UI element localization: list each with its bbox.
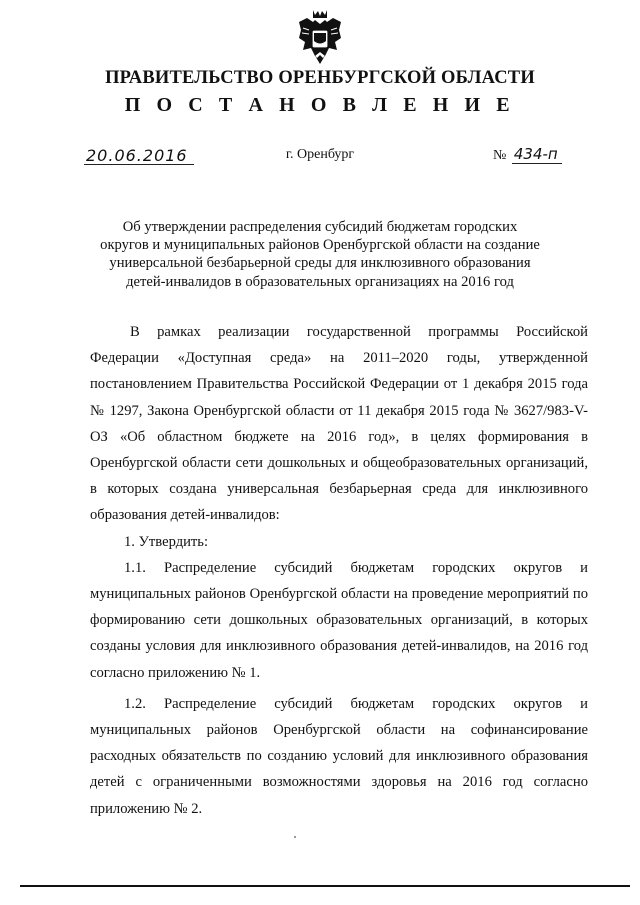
bottom-rule — [20, 885, 630, 887]
scan-speck — [294, 836, 296, 838]
document-date: 20.06.2016 — [86, 146, 188, 165]
number-label: № — [493, 148, 507, 163]
item-1: 1. Утвердить: — [124, 533, 209, 550]
coat-of-arms-icon — [295, 8, 345, 66]
item-1-2: 1.2. Распределение субсидий бюджетам городских округов и муниципальных районов Оренбургской области на софинансирование расходных обязательств по созданию условий для инклюзивного образования детей с ограниченными возможностями здоровья на 2016 год согласно приложению № 2. — [90, 695, 588, 817]
preamble-paragraph: В рамках реализации государственной программы Российской Федерации «Доступная среда» на 2011–2020 годы, утвержденной постановлением Правительства Российской Федерации от 1 декабря 2015 года № 1297, Закона Оренбургской области от 11 декабря 2015 года № 3627/983-V-ОЗ «Об областном бюджете на 2016 год», в целях формирования в Оренбургской области сети дошкольных и общеобразовательных организаций, в которых создана универсальная безбарьерная среда для инклюзивного образования детей-инвалидов: — [90, 324, 588, 524]
document-number: 434-п — [513, 145, 558, 163]
document-number-block — [493, 145, 558, 164]
organization-name: ПРАВИТЕЛЬСТВО ОРЕНБУРГСКОЙ ОБЛАСТИ — [105, 68, 535, 88]
document-type: П О С Т А Н О В Л Е Н И Е — [124, 94, 516, 116]
document-body — [90, 319, 588, 822]
document-title: Об утверждении распределения субсидий бюджетам городских округов и муниципальных районов Оренбургской области на создание универсальной безбарьерной среды для инклюзивного образования детей-инвалидов в образовательных организациях на 2016 год — [100, 219, 540, 290]
document-city: г. Оренбург — [285, 147, 355, 162]
item-1-1: 1.1. Распределение субсидий бюджетам городских округов и муниципальных районов Оренбургской области на проведение мероприятий по формированию сети дошкольных образовательных организаций, в которых созданы условия для инклюзивного образования детей-инвалидов, на 2016 год согласно приложению № 1. — [90, 559, 588, 681]
